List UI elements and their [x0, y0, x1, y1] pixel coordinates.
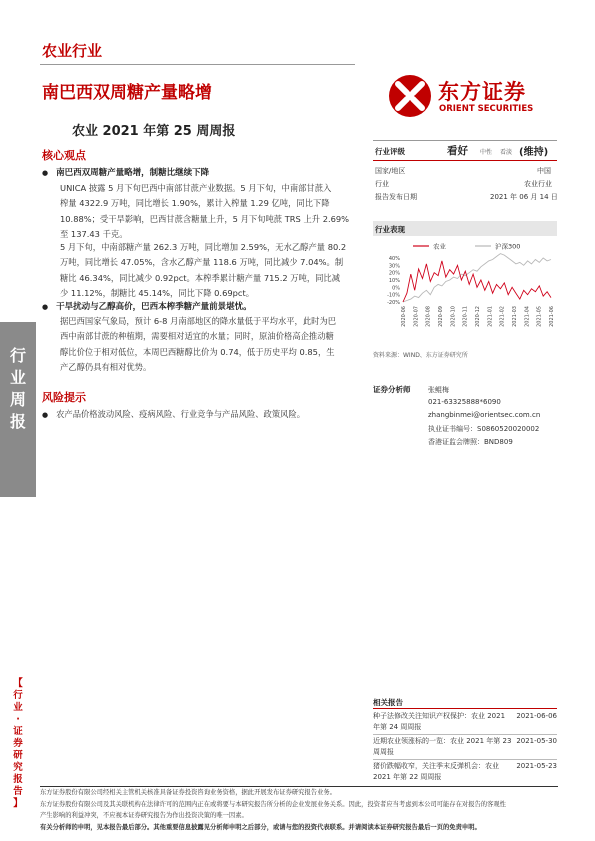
rating-status: (维持): [519, 147, 549, 158]
side-bottom-char: 【: [13, 678, 23, 689]
related-title: 近期农业领涨标的一览：农业 2021 年第 23: [373, 737, 512, 745]
info-key-date: 报告发布日期: [375, 193, 417, 201]
core-para1-line: 至 137.43 千克。: [60, 229, 128, 240]
x-tick-label: 2020-09: [438, 306, 444, 327]
side-bottom-char: 证: [13, 726, 23, 737]
footer-disclaimer: [40, 787, 558, 833]
related-report-2[interactable]: [373, 736, 557, 758]
analyst-license: 执业证书编号：S0860520020002: [428, 425, 540, 433]
rating-value: 看好: [447, 145, 468, 157]
info-value-industry: 农业行业: [524, 180, 552, 188]
bullet-dot-icon: ●: [42, 169, 49, 177]
related-title: 猪价跌幅收窄，关注季末反弹机会：农业: [373, 762, 499, 770]
x-tick-label: 2021-03: [512, 306, 518, 327]
rating-label: 行业评级: [375, 147, 405, 156]
y-tick-label: 30%: [388, 263, 400, 270]
core-paragraph-3: [60, 314, 360, 376]
analyst-phone: 021-63325888*6090: [428, 398, 501, 406]
core-para2-line: 万吨，同比增长 47.05%，含水乙醇产量 118.6 万吨，同比减少 7.04%。制: [60, 257, 344, 268]
side-bottom-char: 券: [13, 738, 23, 749]
side-bottom-char: 报: [13, 774, 23, 785]
report-title: 南巴西双周糖产量略增: [42, 83, 212, 103]
sector-label: 农业行业: [42, 42, 103, 60]
core-bullet-2-text: 干旱扰动与乙醇高价，巴西本榨季糖产量前景堪忧。: [56, 302, 252, 312]
core-para3-line: 产乙醇仍具有相对优势。: [60, 362, 152, 373]
core-paragraph-2: [60, 240, 360, 302]
side-char: 报: [9, 412, 26, 431]
y-tick-label: 10%: [388, 278, 400, 284]
core-paragraph-1: [60, 181, 360, 243]
side-bottom-char: 业: [13, 702, 23, 713]
side-bottom-char: 究: [13, 762, 23, 773]
footer-line: 东方证券股份有限公司经相关主管机关核准具备证券投资咨询业务资格，据此开展发布证券研究报告业务。: [40, 789, 336, 796]
x-tick-label: 2021-04: [524, 306, 531, 327]
core-para2-line: 少 11.12%，制糖比 45.14%，同比下降 0.69pct。: [60, 288, 255, 299]
footer-line: 产生影响的利益冲突，不应视本证券研究报告为作出投资决策的唯一因素。: [40, 812, 248, 819]
series-line: [403, 254, 551, 302]
legend-label: 农业: [433, 242, 446, 251]
related-row-divider: [373, 734, 557, 735]
rating-top-divider: [373, 140, 557, 141]
side-report-category: [3, 678, 33, 810]
analyst-name: 张鲲梅: [428, 386, 449, 394]
side-bottom-char: ·: [16, 714, 20, 725]
x-tick-label: 2021-05: [536, 306, 543, 327]
side-bottom-char: 】: [13, 798, 23, 809]
x-tick-label: 2021-06: [549, 306, 555, 327]
related-date: 2021-05-23: [516, 762, 557, 770]
legend-label: 沪深300: [495, 242, 521, 251]
info-value-date: 2021 年 06 月 14 日: [490, 193, 558, 201]
chart-title: 行业表现: [375, 225, 405, 234]
core-para2-line: 5 月下旬，中南部糖产量 262.3 万吨，同比增加 2.59%，无水乙醇产量 80.2: [60, 242, 347, 252]
x-tick-label: 2021-02: [499, 306, 506, 327]
industry-performance-chart: [373, 238, 557, 342]
rating-red-divider: [373, 160, 557, 161]
info-value-region: 中国: [537, 167, 551, 175]
header-divider: [40, 64, 355, 65]
x-tick-label: 2020-12: [475, 306, 481, 327]
logo-english-name: ORIENT SECURITIES: [439, 104, 534, 114]
core-bullet-2: [42, 300, 252, 312]
footer-line: 东方证券股份有限公司及其关联机构在法律许可的范围内正在或将要与本研究报告所分析的企业发展业务关系。因此，投资者应当考虑到本公司可能存在对报告的客观性: [40, 800, 506, 808]
bullet-dot-icon: ●: [42, 411, 49, 419]
core-para3-line: 西中南部甘蔗的种植期，需要相对适宜的水量；同时，原油价格高企推动糖: [60, 331, 334, 342]
side-char: 业: [9, 368, 26, 387]
x-tick-label: 2020-06: [401, 306, 407, 327]
x-tick-label: 2020-10: [450, 306, 457, 327]
footer-line-bold: 有关分析师的申明，见本报告最后部分。其他重要信息披露见分析师申明之后部分，或请与您的投资代表联系。并请阅读本证券研究报告最后一页的免责申明。: [40, 823, 481, 831]
x-tick-label: 2020-08: [425, 306, 432, 327]
bullet-dot-icon: ●: [42, 303, 49, 311]
related-title: 种子法修改关注知识产权保护：农业 2021: [373, 712, 506, 720]
y-tick-label: 0%: [392, 285, 400, 292]
company-logo: [386, 72, 561, 122]
related-row-divider: [373, 759, 557, 760]
risk-bullet: [42, 408, 305, 420]
core-para1-line: UNICA 披露 5 月下旬巴西中南部甘蔗产业数据。5 月下旬，中南部甘蔗入: [60, 183, 332, 193]
related-title-cont: 周周报: [373, 748, 394, 756]
related-title-cont: 年第 24 周周报: [373, 723, 422, 731]
report-subtitle: 农业 2021 年第 25 周周报: [72, 124, 236, 139]
x-tick-label: 2020-11: [462, 306, 469, 327]
rating-option-bearish: 看淡: [500, 149, 513, 156]
risk-bullet-text: 农产品价格波动风险、疫病风险、行业竞争与产品风险、政策风险。: [56, 409, 306, 419]
chart-source: 资料来源：WIND、东方证券研究所: [373, 352, 468, 359]
y-tick-label: 40%: [388, 256, 400, 262]
y-tick-label: 20%: [388, 270, 400, 277]
core-para3-line: 醇比价位于相对低位，本周巴西糖醇比价为 0.74，低于历史平均 0.85，生: [60, 346, 335, 357]
side-report-type: [5, 345, 31, 433]
core-bullet-1-text: 南巴西双周糖产量略增，制糖比继续下降: [56, 168, 210, 178]
x-tick-label: 2020-07: [413, 306, 420, 327]
analyst-email[interactable]: zhangbinmei@orientsec.com.cn: [428, 411, 541, 419]
series-line: [403, 261, 551, 302]
related-report-1[interactable]: [373, 711, 557, 733]
side-char: 行: [9, 346, 26, 365]
core-para1-line: 10.88%；受干旱影响，巴西甘蔗含糖量上升，5 月下旬吨蔗 TRS 上升 2.69%: [60, 213, 350, 224]
logo-chinese-name: 东方证券: [438, 80, 526, 104]
y-tick-label: -10%: [387, 292, 400, 299]
side-char: 周: [9, 390, 26, 409]
rating-option-neutral: 中性: [480, 149, 493, 156]
side-bottom-char: 研: [13, 750, 23, 761]
related-date: 2021-06-06: [516, 712, 557, 720]
related-title-cont: 2021 年第 22 周周报: [373, 773, 442, 781]
side-bottom-char: 行: [13, 690, 23, 701]
related-date: 2021-05-30: [516, 737, 557, 745]
core-para3-line: 据巴西国家气象局，预计 6-8 月南部地区的降水量低于平均水平，此时为巴: [60, 316, 337, 326]
core-para1-line: 榨量 4322.9 万吨，同比增长 1.90%，累计入榨量 1.29 亿吨，同比下降: [60, 198, 330, 209]
info-key-industry: 行业: [375, 180, 389, 188]
info-key-region: 国家/地区: [375, 167, 406, 175]
analyst-hk-license: 香港证监会牌照：BND809: [428, 438, 513, 446]
risk-heading: 风险提示: [42, 391, 86, 404]
related-heading: 相关报告: [373, 698, 403, 707]
analyst-label: 证券分析师: [373, 385, 411, 394]
related-report-3[interactable]: [373, 761, 557, 783]
x-tick-label: 2021-01: [487, 306, 494, 327]
side-bottom-char: 告: [13, 786, 23, 797]
logo-mark-icon: [388, 74, 432, 118]
core-bullet-1: [42, 166, 209, 178]
y-tick-label: -20%: [387, 300, 400, 306]
related-divider: [373, 708, 557, 709]
core-para2-line: 糖比 46.34%，同比减少 0.92pct。本榨季累计糖产量 715.2 万吨，同比减: [60, 272, 341, 283]
core-heading: 核心观点: [42, 149, 86, 162]
